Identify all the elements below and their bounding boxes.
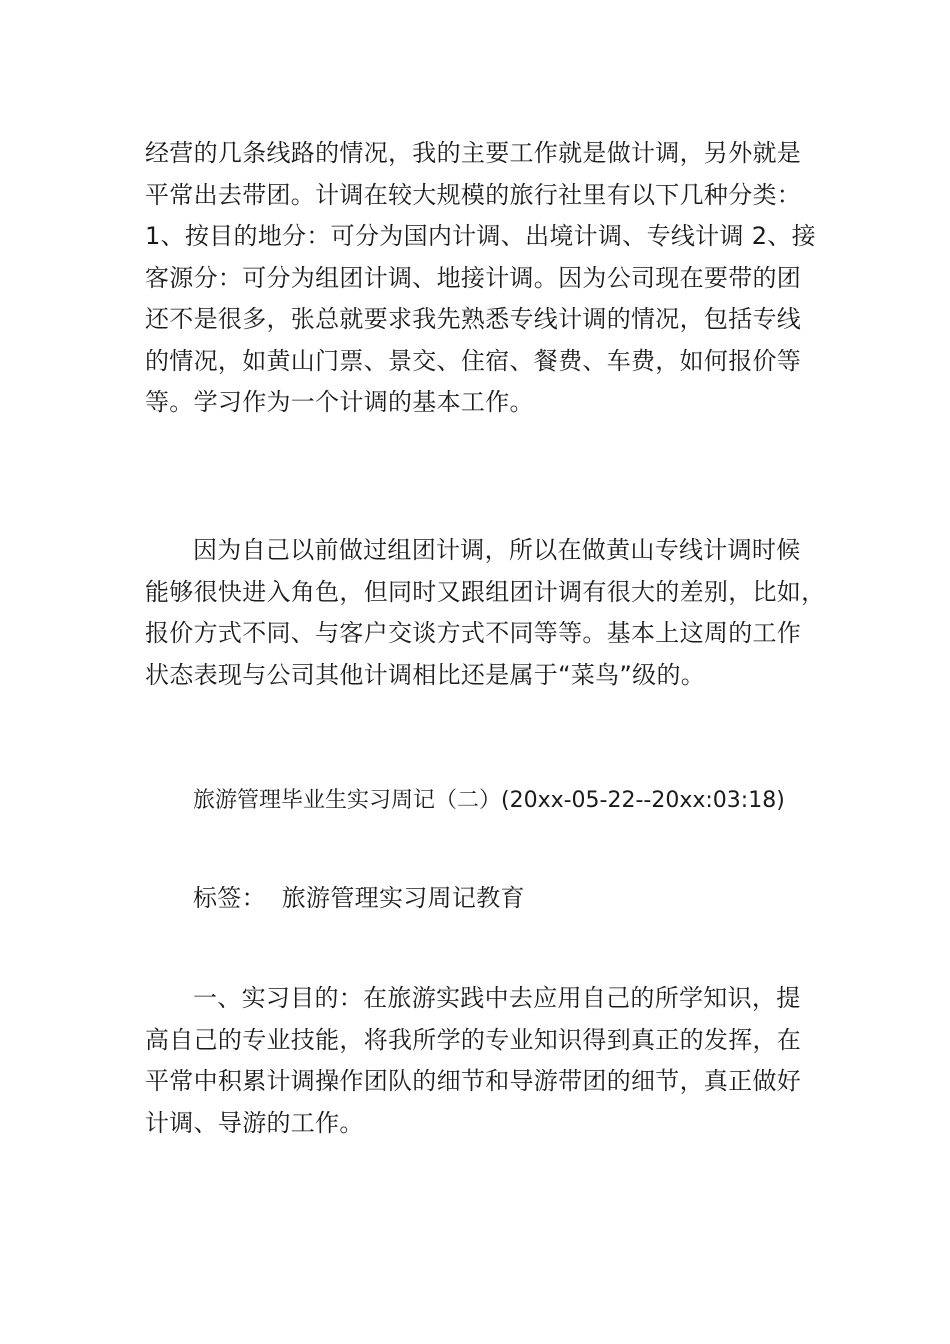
text-line: 报价方式不同、与客户交谈方式不同等等。基本上这周的工作 — [145, 619, 802, 647]
text-line: 状态表现与公司其他计调相比还是属于“菜鸟”级的。 — [145, 660, 706, 689]
text-line: 还不是很多，张总就要求我先熟悉专线计调的情况，包括专线 — [145, 305, 802, 333]
text-line: 平常中积累计调操作团队的细节和导游带团的细节，真正做好 — [145, 1067, 802, 1095]
text-line: 等。学习作为一个计调的基本工作。 — [145, 388, 534, 416]
tags-text: 标签： 旅游管理实习周记教育 — [193, 884, 525, 912]
paragraph-work-status — [145, 530, 826, 696]
text-line: 的情况，如黄山门票、景交、住宿、餐费、车费，如何报价等 — [145, 346, 802, 375]
paragraph-internship-purpose — [145, 978, 815, 1144]
text-line: 计调、导游的工作。 — [145, 1108, 364, 1137]
heading-text: 旅游管理毕业生实习周记（二）(20xx-05-22--20xx:03:18) — [193, 788, 785, 813]
text-line: 高自己的专业技能，将我所学的专业知识得到真正的发挥，在 — [145, 1025, 802, 1054]
paragraph-line-summary — [145, 133, 815, 424]
text-line: 平常出去带团。计调在较大规模的旅行社里有以下几种分类： — [145, 180, 802, 209]
text-line: 1、按目的地分：可分为国内计调、出境计调、专线计调 2、接 — [145, 222, 816, 250]
tags-line — [145, 878, 815, 920]
text-line: 因为自己以前做过组团计调，所以在做黄山专线计调时候 — [193, 536, 801, 564]
text-line: 经营的几条线路的情况，我的主要工作就是做计调，另外就是 — [145, 139, 802, 167]
section-heading — [145, 780, 815, 822]
text-line: 一、实习目的：在旅游实践中去应用自己的所学知识，提 — [193, 984, 801, 1012]
text-line: 客源分：可分为组团计调、地接计调。因为公司现在要带的团 — [145, 263, 802, 292]
text-line: 能够很快进入角色，但同时又跟组团计调有很大的差别，比如， — [145, 577, 826, 606]
